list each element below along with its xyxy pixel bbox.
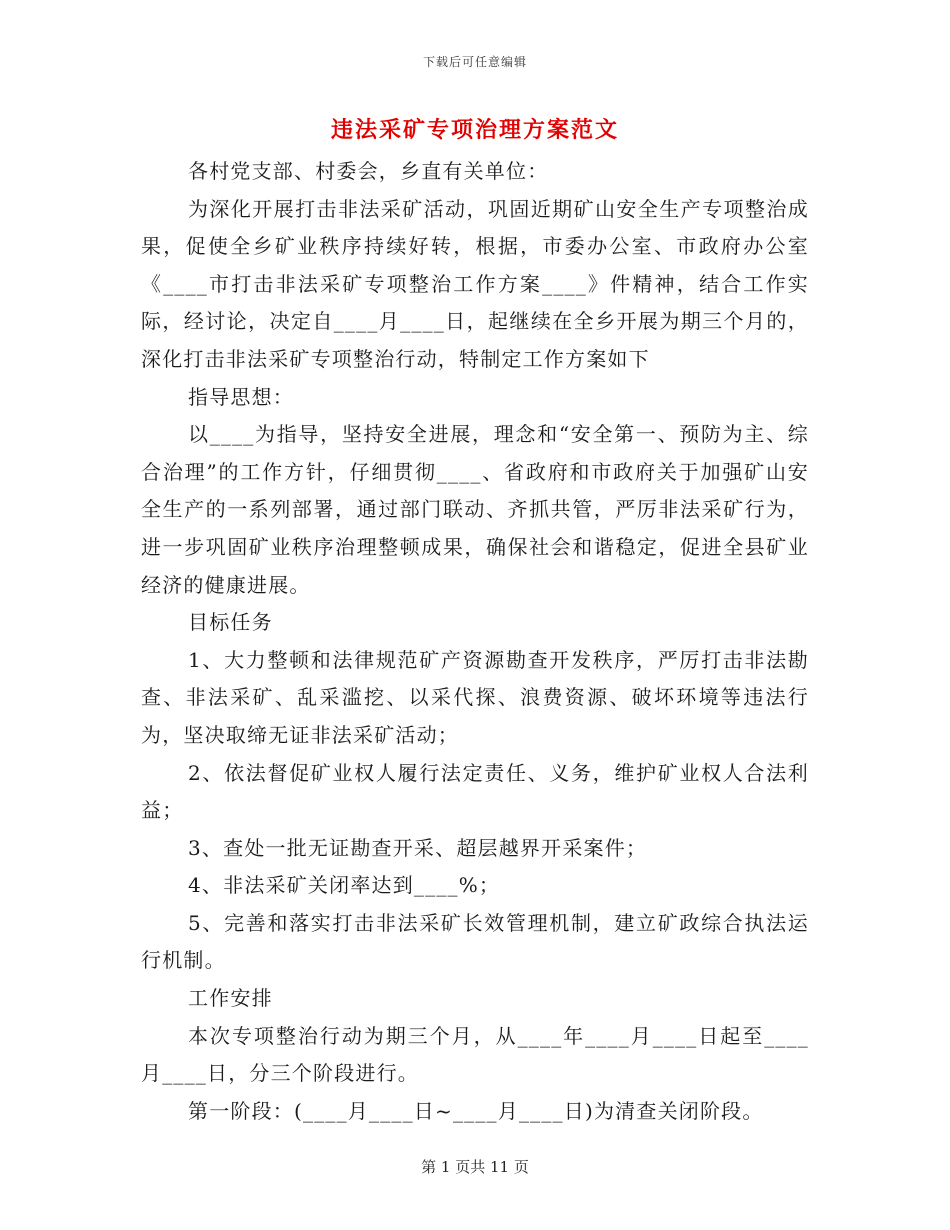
objective-item-1: 1、大力整顿和法律规范矿产资源勘查开发秩序，严厉打击非法勘查、非法采矿、乱采滥挖、以采代探、浪费资源、破坏环境等违法行为，坚决取缔无证非法采矿活动； [141,647,809,747]
header-note: 下载后可任意编辑 [422,55,527,69]
section-heading-work-arrangement: 工作安排 [188,986,273,1011]
section-heading-objectives: 目标任务 [188,610,273,635]
objective-item-4: 4、非法采矿关闭率达到____%； [188,873,501,898]
section-heading-guiding-ideology: 指导思想： [188,384,294,409]
work-arrangement-paragraph: 本次专项整治行动为期三个月，从____年____月____日起至____月____日，分三个阶段进行。 [141,1023,809,1086]
objective-item-5: 5、完善和落实打击非法采矿长效管理机制，建立矿政综合执法运行机制。 [141,910,809,973]
document-body [141,153,809,1130]
salutation-paragraph: 各村党支部、村委会，乡直有关单位： [188,159,549,183]
document-title: 违法采矿专项治理方案范文 [330,117,619,143]
phase-one-paragraph: 第一阶段：(____月____日~____月____日)为清查关闭阶段。 [188,1098,764,1123]
page-number-footer: 第 1 页共 11 页 [421,1158,529,1176]
guiding-ideology-paragraph: 以____为指导，坚持安全进展，理念和“安全第一、预防为主、综合治理”的工作方针，仔细贯彻____、省政府和市政府关于加强矿山安全生产的一系列部署，通过部门联动、齐抓共管，严厉非法采矿行为，进一步巩固矿业秩序治理整顿成果，确保社会和谐稳定，促进全县矿业经济的健康进展。 [141,422,809,597]
objective-item-2: 2、依法督促矿业权人履行法定责任、义务，维护矿业权人合法利益； [141,760,809,823]
intro-paragraph: 为深化开展打击非法采矿活动，巩固近期矿山安全生产专项整治成果，促使全乡矿业秩序持续好转，根据，市委办公室、市政府办公室《____市打击非法采矿专项整治工作方案____》件精神，结合工作实际，经讨论，决定自____月____日，起继续在全乡开展为期三个月的，深化打击非法采矿专项整治行动，特制定工作方案如下 [141,196,809,371]
objective-item-3: 3、查处一批无证勘查开采、超层越界开采案件； [188,835,648,860]
